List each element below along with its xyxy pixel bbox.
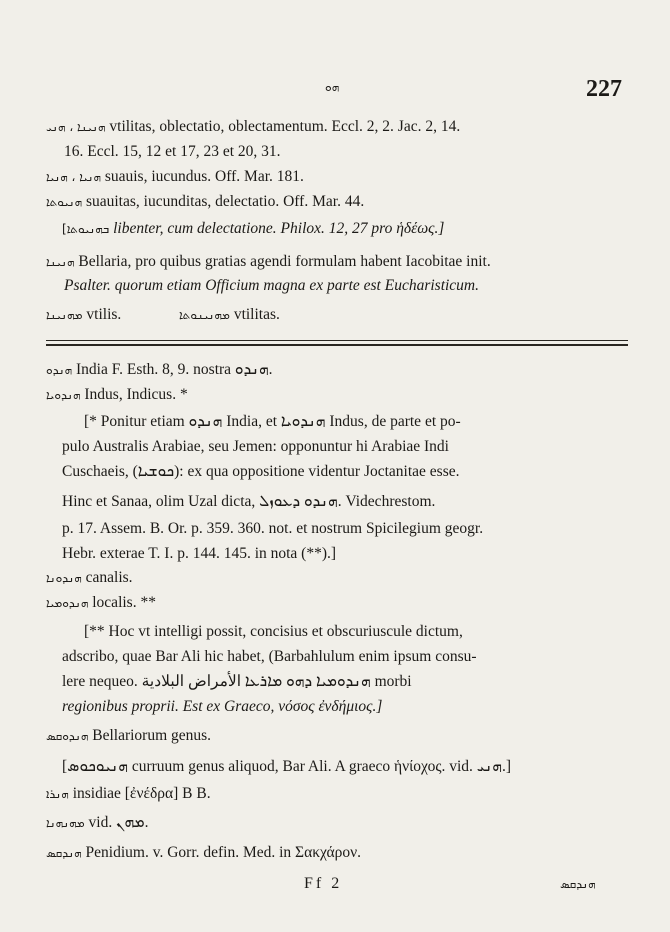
signature-mark: Ff 2	[304, 875, 343, 892]
entry-line: ܡܗܢܝܢܐ vtilis. ܡܗܢܝܢܘܬܐ vtilitas.	[46, 306, 280, 323]
entry-line: ܗܢܝܐ ، ܗܢܝܐ suauis, iucundus. Off. Mar. 181.	[46, 168, 304, 185]
note-line: regionibus proprii. Est ex Graeco, νόσος ἐνδήμιος.]	[62, 698, 383, 715]
catchword: ܗܢܕܩܣ	[560, 877, 596, 891]
note-line: lere nequeo. ܗܢܕܘܡܝܐ ܕܗܘ ܡܐܪܥܐ الأمراض البلادية morbi	[62, 673, 412, 690]
note-line: [** Hoc vt intelligi possit, concisius et obscuriuscule dictum,	[84, 623, 463, 640]
entry-line: ܗܢܕܘܝܐ Indus, Indicus. *	[46, 386, 188, 403]
entry-line: ܗܢܕܘܢܐ canalis.	[46, 569, 133, 586]
entry-line: 16. Eccl. 15, 12 et 17, 23 et 20, 31.	[64, 143, 281, 160]
entry-line: ܡܗܢܗܢܐ vid. ܡܗܢ.	[46, 814, 149, 831]
note-line: Hinc et Sanaa, olim Uzal dicta, ܗܢܕܘ ܕܥܘܙܠ. Videchrestom.	[62, 493, 436, 510]
note-line: adscribo, quae Bar Ali hic habet, (Barbahlulum enim ipsum consu-	[62, 648, 477, 665]
entry-line: [ܒܗܢܝܘܬܐ libenter, cum delectatione. Philox. 12, 27 pro ἡδέως.]	[62, 220, 445, 237]
entry-line: Psalter. quorum etiam Officium magna ex parte est Eucharisticum.	[64, 277, 480, 294]
page-header	[0, 76, 670, 110]
note-line: [ܗܢܝܘܟܘܣ curruum genus aliquod, Bar Ali. A graeco ἡνίοχος. vid. ܗܢܝ.]	[62, 758, 512, 775]
entry-line: ܗܢܕܘ India F. Esth. 8, 9. nostra ܗܢܕܘ.	[46, 361, 273, 378]
entry-line: ܗܢܕܩܣ Penidium. v. Gorr. defin. Med. in Σακχάρον.	[46, 844, 362, 861]
entry-line: ܗܢܪܐ insidiae [ἐνέδρα] B B.	[46, 785, 211, 802]
note-line: [* Ponitur etiam ܗܢܕܘ India, et ܗܢܕܘܝܐ Indus, de parte et po-	[84, 413, 461, 430]
note-line: p. 17. Assem. B. Or. p. 359. 360. not. et nostrum Spicilegium geogr.	[62, 520, 484, 537]
page-number: 227	[586, 76, 622, 102]
entry-line: ܗܢܝܢܐ ، ܗܢܝ vtilitas, oblectatio, oblectamentum. Eccl. 2, 2. Jac. 2, 14.	[46, 118, 461, 135]
note-line: Hebr. exterae T. I. p. 144. 145. in nota (**).]	[62, 545, 337, 562]
entry-line: ܗܢܕܘܩܣ Bellariorum genus.	[46, 727, 212, 744]
note-line: pulo Australis Arabiae, seu Jemen: opponuntur hi Arabiae Indi	[62, 438, 449, 455]
note-line: Cuschaeis, (ܟܘܫܝܐ): ex qua oppositione videntur Joctanitae esse.	[62, 463, 460, 480]
entry-line: ܗܢܝܢܐ Bellaria, pro quibus gratias agendi formulam habent Iacobitae init.	[46, 253, 491, 270]
running-head-syriac: ܗܘ	[325, 80, 340, 94]
section-divider	[46, 340, 628, 341]
section-divider-thick	[46, 344, 628, 346]
entry-line: ܗܢܕܘܡܝܐ localis. **	[46, 594, 156, 611]
entry-line: ܗܢܝܘܬܐ suauitas, iucunditas, delectatio. Off. Mar. 44.	[46, 193, 365, 210]
